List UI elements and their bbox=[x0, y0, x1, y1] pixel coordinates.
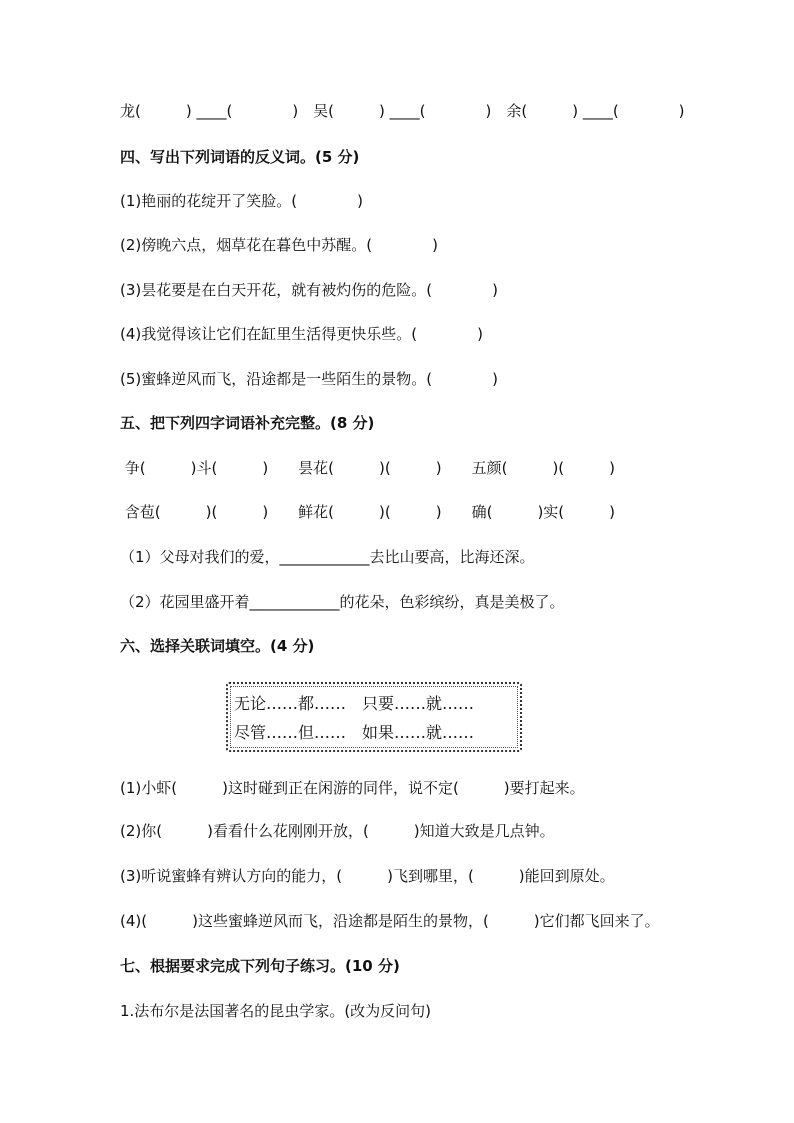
question-4-4: (4)我觉得该让它们在缸里生活得更快乐些。( ) bbox=[120, 325, 483, 343]
section-heading-5: 五、把下列四字词语补充完整。(8 分) bbox=[120, 414, 375, 432]
word-fill-row-2: 含苞( )( ) 鲜花( )( ) 确( )实( ) bbox=[120, 503, 615, 521]
question-4-2: (2)傍晚六点，烟草花在暮色中苏醒。( ) bbox=[120, 236, 438, 254]
question-6-4: (4)( )这些蜜蜂逆风而飞，沿途都是陌生的景物，( )它们都飞回来了。 bbox=[120, 912, 660, 930]
word-box-row-1: 无论……都…… 只要……就…… bbox=[234, 694, 475, 713]
question-6-3: (3)听说蜜蜂有辨认方向的能力，( )飞到哪里，( )能回到原处。 bbox=[120, 867, 615, 885]
question-4-3: (3)昙花要是在白天开花，就有被灼伤的危险。( ) bbox=[120, 281, 498, 299]
question-5-2: （2）花园里盛开着____________的花朵，色彩缤纷，真是美极了。 bbox=[120, 593, 565, 611]
question-4-5: (5)蜜蜂逆风而飞，沿途都是一些陌生的景物。( ) bbox=[120, 370, 498, 388]
question-4-1: (1)艳丽的花绽开了笑脸。( ) bbox=[120, 192, 363, 210]
conjunction-word-box bbox=[226, 682, 522, 752]
section-heading-7: 七、根据要求完成下列句子练习。(10 分) bbox=[120, 957, 400, 975]
word-fill-row-1: 争( )斗( ) 昙花( )( ) 五颜( )( ) bbox=[120, 459, 615, 477]
question-7-1: 1.法布尔是法国著名的昆虫学家。(改为反问句) bbox=[120, 1002, 432, 1020]
section-heading-6: 六、选择关联词填空。(4 分) bbox=[120, 637, 315, 655]
pinyin-blank-row: 龙( ) ____( ) 吴( ) ____( ) 余( ) ____( ) bbox=[120, 102, 685, 120]
question-6-1: (1)小虾( )这时碰到正在闲游的同伴，说不定( )要打起来。 bbox=[120, 779, 585, 797]
question-6-2: (2)你( )看看什么花刚刚开放，( )知道大致是几点钟。 bbox=[120, 822, 555, 840]
question-5-1: （1）父母对我们的爱，____________去比山要高，比海还深。 bbox=[120, 548, 535, 566]
word-box-row-2: 尽管……但…… 如果……就…… bbox=[234, 723, 475, 742]
section-heading-4: 四、写出下列词语的反义词。(5 分) bbox=[120, 148, 360, 166]
